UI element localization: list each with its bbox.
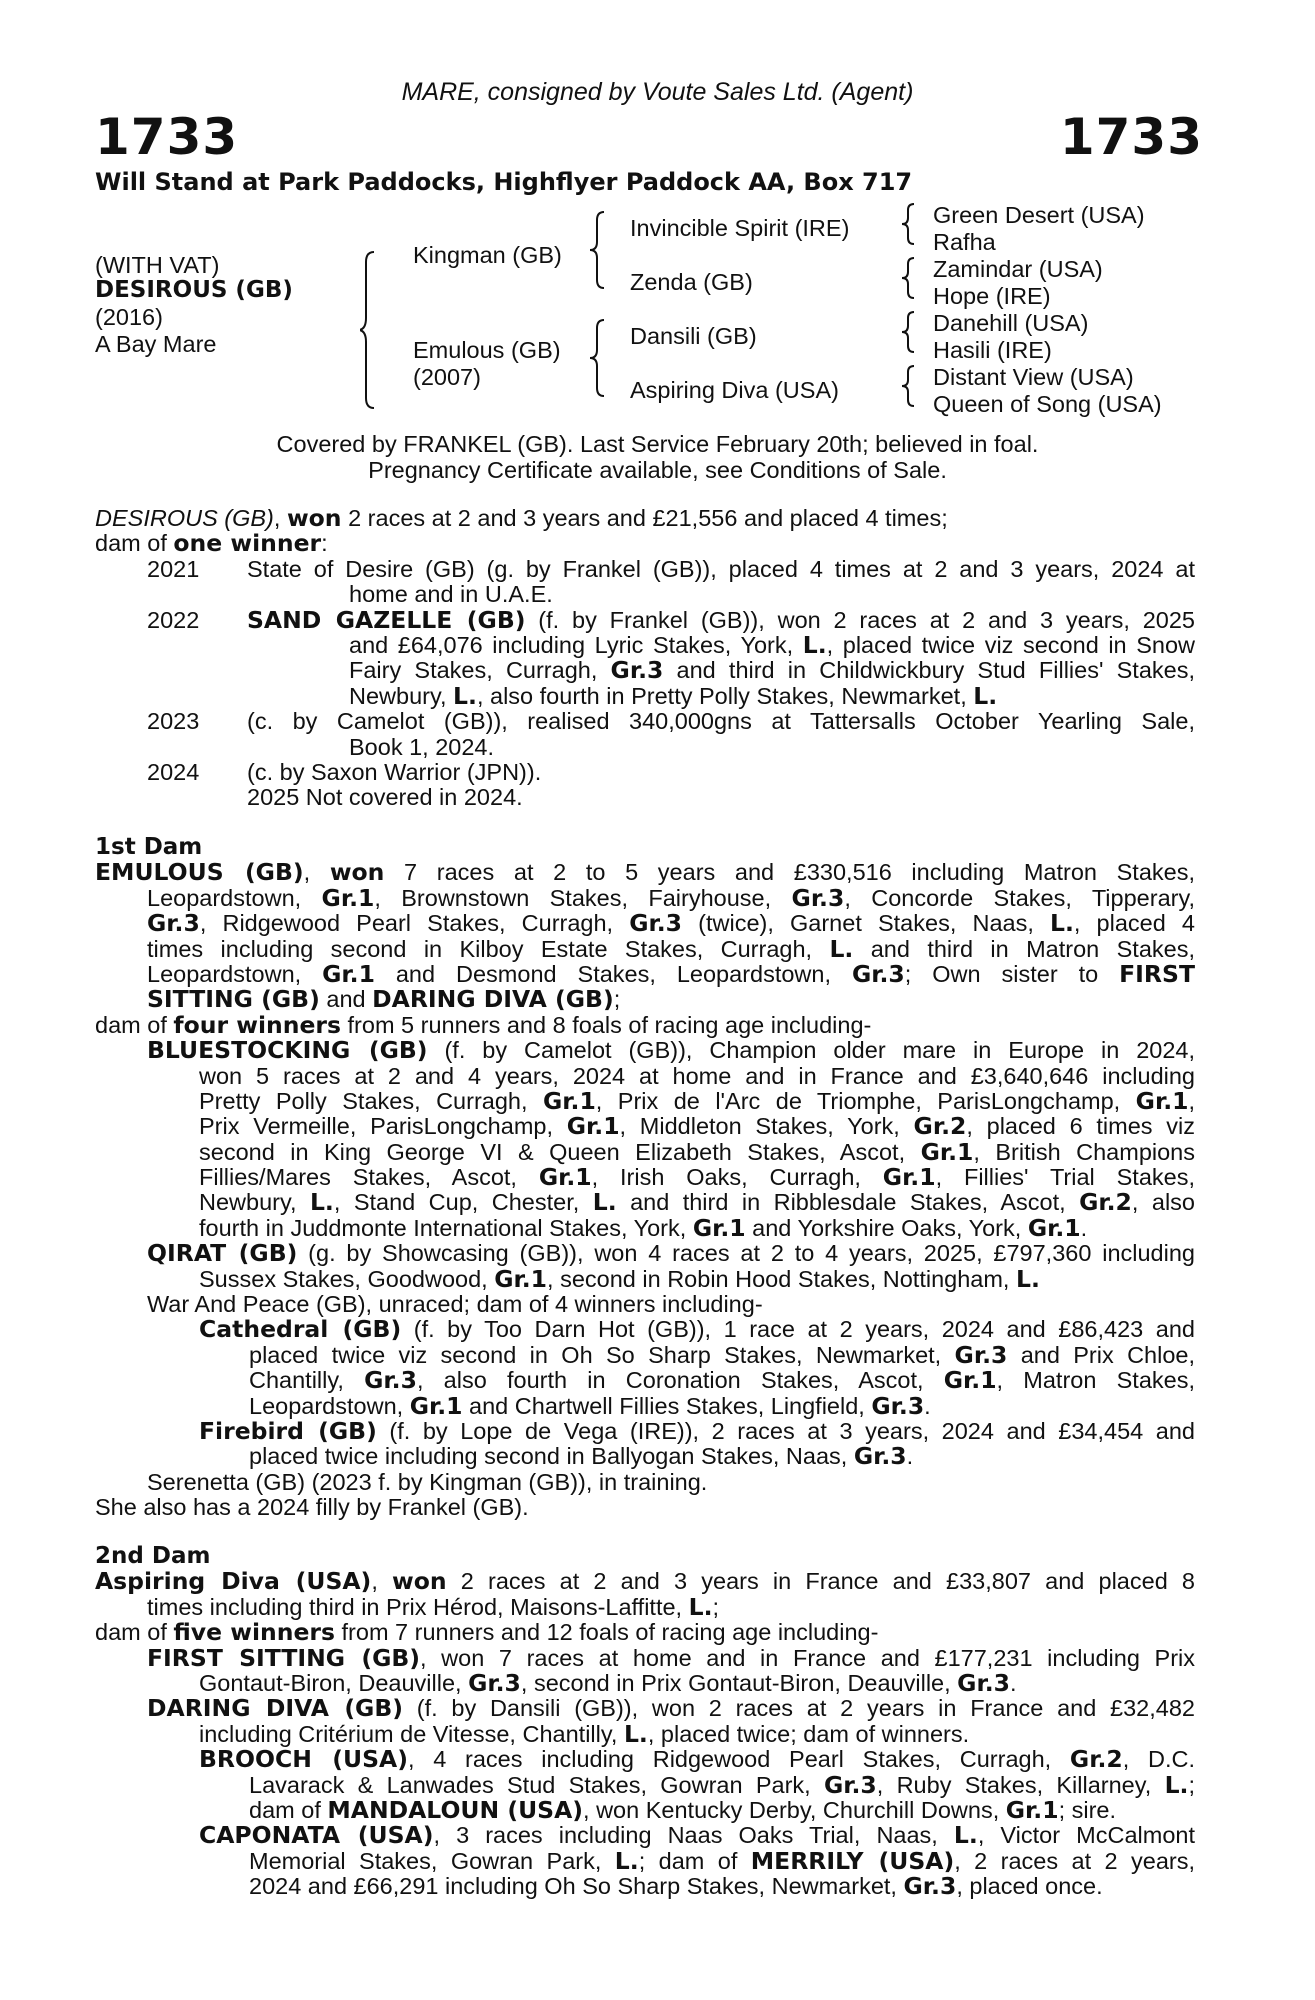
pedigree-brace-ss: [900, 202, 930, 246]
pedigree-sss: Green Desert (USA): [933, 202, 1145, 228]
pedigree-ddd: Queen of Song (USA): [933, 391, 1162, 417]
pedigree-brace-sire: [590, 210, 620, 290]
produce-2022-cont: and £64,076 including Lyric Stakes, York, L., placed twice viz second in Snow: [349, 630, 1195, 659]
first-dam-section: [95, 835, 1195, 1521]
first-dam-heading: 1st Dam: [95, 834, 203, 860]
brooch-entry: BROOCH (USA), 4 races including Ridgewood Pearl Stakes, Curragh, Gr.2, D.C.: [199, 1745, 1196, 1774]
pedigree-sire: Kingman (GB): [413, 242, 562, 268]
pedigree-brace-main: [360, 250, 390, 410]
pedigree-brace-sd: [900, 256, 930, 300]
pedigree-dam-year: (2007): [413, 364, 481, 390]
produce-2022-cont: Fairy Stakes, Curragh, Gr.3 and third in Childwickbury Stud Fillies' Stakes,: [349, 656, 1196, 685]
pedigree-brace-dam: [590, 318, 620, 398]
produce-2021-cont: home and in U.A.E.: [349, 581, 553, 608]
qirat-entry: QIRAT (GB) (g. by Showcasing (GB)), won 4 races at 2 to 4 years, 2025, £797,360 including: [147, 1239, 1195, 1268]
first-dam-line: EMULOUS (GB), won 7 races at 2 to 5 years and £330,516 including Matron Stakes,: [95, 858, 1195, 887]
produce-2022: 2022 SAND GAZELLE (GB) (f. by Frankel (GB)), won 2 races at 2 and 3 years, 2025: [147, 605, 1195, 634]
second-dam-line: times including third in Prix Hérod, Maisons-Laffitte, L.;: [147, 1592, 720, 1621]
daring-diva-entry: DARING DIVA (GB) (f. by Dansili (GB)), won 2 races at 2 years in France and £32,482: [147, 1694, 1195, 1723]
bluestocking-line: won 5 races at 2 and 4 years, 2024 at home and in France and £3,640,646 including: [199, 1062, 1195, 1089]
produce-2024: 2024 (c. by Saxon Warrior (JPN)).: [147, 758, 542, 785]
war-and-peace-entry: War And Peace (GB), unraced; dam of 4 winners including-: [147, 1291, 763, 1318]
lot-number-left: 1733: [95, 108, 239, 166]
caponata-entry: CAPONATA (USA), 3 races including Naas Oaks Trial, Naas, L., Victor McCalmont: [199, 1821, 1195, 1850]
lot-number-right: 1733: [1059, 108, 1203, 166]
pedigree-dsd: Hasili (IRE): [933, 337, 1052, 363]
produce-2023: 2023 (c. by Camelot (GB)), realised 340,000gns at Tattersalls October Yearling Sale,: [147, 708, 1195, 735]
produce-2022-cont: Newbury, L., also fourth in Pretty Polly Stakes, Newmarket, L.: [349, 681, 998, 710]
first-dam-line: times including second in Kilboy Estate Stakes, Curragh, L. and third in Matron Stakes,: [147, 934, 1195, 963]
produce-2021: 2021 State of Desire (GB) (g. by Frankel (GB)), placed 4 times at 2 and 3 years, 2024 at: [147, 555, 1195, 582]
firebird-line: placed twice including second in Ballyogan Stakes, Naas, Gr.3.: [249, 1442, 914, 1471]
pedigree-sire-dam: Zenda (GB): [630, 269, 753, 295]
pedigree-dam-dam: Aspiring Diva (USA): [630, 377, 839, 403]
second-dam-heading: 2nd Dam: [95, 1543, 211, 1569]
first-sitting-entry: FIRST SITTING (GB), won 7 races at home and in France and £177,231 including Prix: [147, 1643, 1195, 1672]
serenetta-entry: Serenetta (GB) (2023 f. by Kingman (GB)), in training.: [147, 1468, 708, 1495]
bluestocking-line: Prix Vermeille, ParisLongchamp, Gr.1, Middleton Stakes, York, Gr.2, placed 6 times viz: [199, 1112, 1195, 1141]
brooch-line: Lavarack & Lanwades Stud Stakes, Gowran Park, Gr.3, Ruby Stakes, Killarney, L.;: [249, 1770, 1195, 1799]
bluestocking-entry: BLUESTOCKING (GB) (f. by Camelot (GB)), Champion older mare in Europe in 2024,: [147, 1036, 1195, 1065]
cathedral-line: placed twice viz second in Oh So Sharp Stakes, Newmarket, Gr.3 and Prix Chloe,: [249, 1340, 1195, 1369]
first-dam-line: SITTING (GB) and DARING DIVA (GB);: [147, 985, 621, 1014]
caponata-line: 2024 and £66,291 including Oh So Sharp Stakes, Newmarket, Gr.3, placed once.: [249, 1872, 1103, 1901]
cathedral-line: Chantilly, Gr.3, also fourth in Coronation Stakes, Ascot, Gr.1, Matron Stakes,: [249, 1366, 1195, 1395]
horse-name: DESIROUS (GB): [95, 277, 293, 303]
bluestocking-line: Pretty Polly Stakes, Curragh, Gr.1, Prix de l'Arc de Triomphe, ParisLongchamp, Gr.1,: [199, 1086, 1196, 1115]
first-sitting-line: Gontaut-Biron, Deauville, Gr.3, second in Prix Gontaut-Biron, Deauville, Gr.3.: [199, 1668, 1017, 1697]
intro-line: DESIROUS (GB), won 2 races at 2 and 3 years and £21,556 and placed 4 times;: [95, 504, 948, 532]
pedigree-brace-dd: [900, 364, 930, 408]
pedigree-brace-ds: [900, 310, 930, 354]
bluestocking-line: Newbury, L., Stand Cup, Chester, L. and third in Ribblesdale Stakes, Ascot, Gr.2, also: [199, 1188, 1195, 1217]
cathedral-line: Leopardstown, Gr.1 and Chartwell Fillies Stakes, Lingfield, Gr.3.: [249, 1391, 931, 1420]
horse-description: A Bay Mare: [95, 331, 217, 357]
first-dam-line: Leopardstown, Gr.1, Brownstown Stakes, Fairyhouse, Gr.3, Concorde Stakes, Tipperary,: [147, 883, 1195, 912]
consignor-line: MARE, consigned by Voute Sales Ltd. (Agent): [401, 78, 914, 106]
second-dam-line: Aspiring Diva (USA), won 2 races at 2 and 3 years in France and £33,807 and placed 8: [95, 1567, 1196, 1596]
produce-2023-cont: Book 1, 2024.: [349, 733, 495, 760]
produce-2025: 2025 Not covered in 2024.: [247, 784, 523, 811]
second-dam-produce-summary: dam of five winners from 7 runners and 12 foals of racing age including-: [95, 1618, 879, 1647]
horse-year: (2016): [95, 304, 163, 330]
produce-record: [95, 506, 1195, 811]
pedigree-dds: Distant View (USA): [933, 364, 1134, 390]
pedigree-sire-sire: Invincible Spirit (IRE): [630, 215, 850, 241]
first-dam-also: She also has a 2024 filly by Frankel (GB).: [95, 1494, 529, 1521]
bluestocking-line: Fillies/Mares Stakes, Ascot, Gr.1, Irish Oaks, Curragh, Gr.1, Fillies' Trial Stakes,: [199, 1163, 1195, 1192]
daring-diva-line: including Critérium de Vitesse, Chantilly, L., placed twice; dam of winners.: [199, 1719, 970, 1748]
first-dam-line: Leopardstown, Gr.1 and Desmond Stakes, Leopardstown, Gr.3; Own sister to FIRST: [147, 959, 1195, 988]
pedigree-sds: Zamindar (USA): [933, 256, 1103, 282]
pedigree-dam: Emulous (GB): [413, 337, 561, 363]
bluestocking-line: second in King George VI & Queen Elizabeth Stakes, Ascot, Gr.1, British Champions: [199, 1137, 1195, 1166]
qirat-line: Sussex Stakes, Goodwood, Gr.1, second in Robin Hood Stakes, Nottingham, L.: [199, 1264, 1040, 1293]
firebird-entry: Firebird (GB) (f. by Lope de Vega (IRE)), 2 races at 3 years, 2024 and £34,454 and: [199, 1416, 1195, 1445]
cathedral-entry: Cathedral (GB) (f. by Too Darn Hot (GB)), 1 race at 2 years, 2024 and £86,423 and: [199, 1315, 1195, 1344]
intro-dam-line: dam of one winner:: [95, 529, 328, 558]
second-dam-section: [95, 1544, 1195, 1899]
caponata-line: Memorial Stakes, Gowran Park, L.; dam of MERRILY (USA), 2 races at 2 years,: [249, 1846, 1196, 1875]
pedigree-dss: Danehill (USA): [933, 310, 1089, 336]
pedigree-sdd: Hope (IRE): [933, 283, 1051, 309]
pregnancy-note: Pregnancy Certificate available, see Conditions of Sale.: [368, 457, 947, 483]
vat-note: (WITH VAT): [95, 252, 220, 278]
brooch-line: dam of MANDALOUN (USA), won Kentucky Derby, Churchill Downs, Gr.1; sire.: [249, 1795, 1117, 1824]
covered-note: Covered by FRANKEL (GB). Last Service February 20th; believed in foal.: [276, 431, 1039, 457]
stand-location: Will Stand at Park Paddocks, Highflyer Paddock AA, Box 717: [95, 168, 913, 196]
bluestocking-line: fourth in Juddmonte International Stakes, York, Gr.1 and Yorkshire Oaks, York, Gr.1.: [199, 1213, 1088, 1242]
first-dam-line: Gr.3, Ridgewood Pearl Stakes, Curragh, Gr.3 (twice), Garnet Stakes, Naas, L., placed 4: [147, 909, 1195, 938]
pedigree-dam-sire: Dansili (GB): [630, 323, 757, 349]
first-dam-produce-summary: dam of four winners from 5 runners and 8 foals of racing age including-: [95, 1010, 872, 1039]
pedigree-ssd: Rafha: [933, 229, 996, 255]
